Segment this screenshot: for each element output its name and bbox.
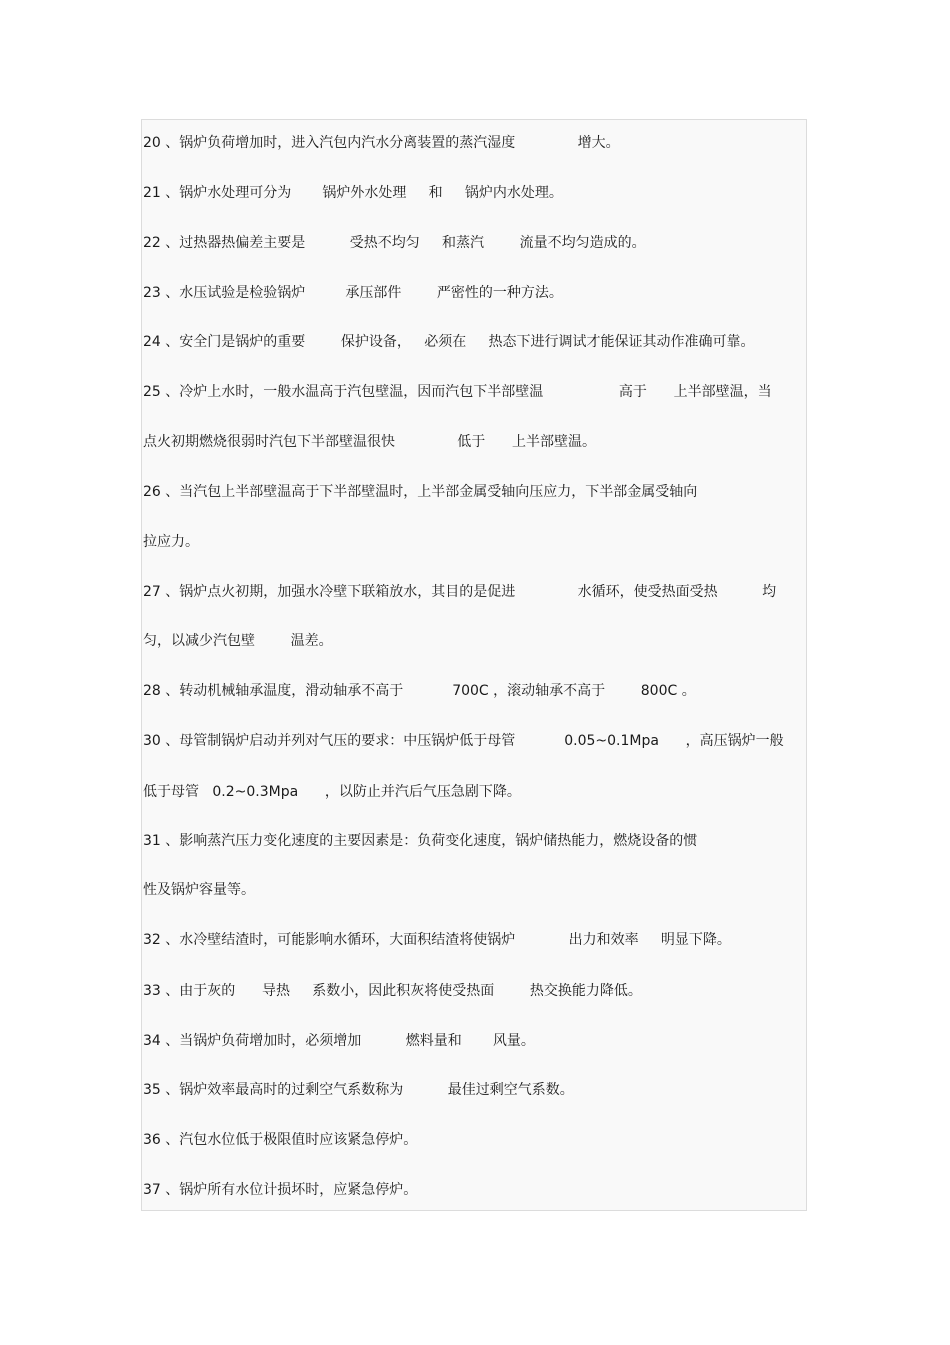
text-line-22: 22 、过热器热偏差主要是 受热不均匀 和蒸汽 流量不均匀造成的。 — [143, 235, 646, 251]
text-line-20: 20 、锅炉负荷增加时，进入汽包内汽水分离装置的蒸汽湿度 增大。 — [143, 135, 620, 151]
text-line-32: 32 、水冷壁结渣时，可能影响水循环，大面积结渣将使锅炉 出力和效率 明显下降。 — [143, 932, 731, 948]
text-line-25a: 25 、冷炉上水时，一般水温高于汽包壁温，因而汽包下半部壁温 高于 上半部壁温，当 — [143, 384, 772, 400]
text-line-37: 37 、锅炉所有水位计损坏时，应紧急停炉。 — [143, 1182, 418, 1198]
text-line-31a: 31 、影响蒸汽压力变化速度的主要因素是：负荷变化速度，锅炉储热能力，燃烧设备的惯 — [143, 833, 698, 849]
text-line-28: 28 、转动机械轴承温度，滑动轴承不高于 700C ，滚动轴承不高于 800C 。 — [143, 683, 696, 699]
text-line-27b: 匀，以减少汽包壁 温差。 — [143, 633, 333, 649]
text-line-31b: 性及锅炉容量等。 — [143, 882, 255, 898]
text-line-21: 21 、锅炉水处理可分为 锅炉外水处理 和 锅炉内水处理。 — [143, 185, 563, 201]
text-line-30b: 低于母管 0.2~0.3Mpa ，以防止并汽后气压急剧下降。 — [143, 784, 521, 800]
text-line-23: 23 、水压试验是检验锅炉 承压部件 严密性的一种方法。 — [143, 285, 563, 301]
text-line-27a: 27 、锅炉点火初期，加强水冷壁下联箱放水，其目的是促进 水循环，使受热面受热 均 — [143, 584, 777, 600]
text-line-24: 24 、安全门是锅炉的重要 保护设备， 必须在 热态下进行调试才能保证其动作准确可靠。 — [143, 334, 755, 350]
text-line-26a: 26 、当汽包上半部壁温高于下半部壁温时，上半部金属受轴向压应力，下半部金属受轴向 — [143, 484, 698, 500]
text-line-35: 35 、锅炉效率最高时的过剩空气系数称为 最佳过剩空气系数。 — [143, 1082, 574, 1098]
text-line-30a: 30 、母管制锅炉启动并列对气压的要求：中压锅炉低于母管 0.05~0.1Mpa ，高压锅炉一般 — [143, 733, 784, 749]
text-line-26b: 拉应力。 — [143, 534, 199, 550]
text-line-34: 34 、当锅炉负荷增加时，必须增加 燃料量和 风量。 — [143, 1033, 535, 1049]
text-line-25b: 点火初期燃烧很弱时汽包下半部壁温很快 低于 上半部壁温。 — [143, 434, 597, 450]
text-line-36: 36 、汽包水位低于极限值时应该紧急停炉。 — [143, 1132, 418, 1148]
text-line-33: 33 、由于灰的 导热 系数小，因此积灰将使受热面 热交换能力降低。 — [143, 983, 642, 999]
